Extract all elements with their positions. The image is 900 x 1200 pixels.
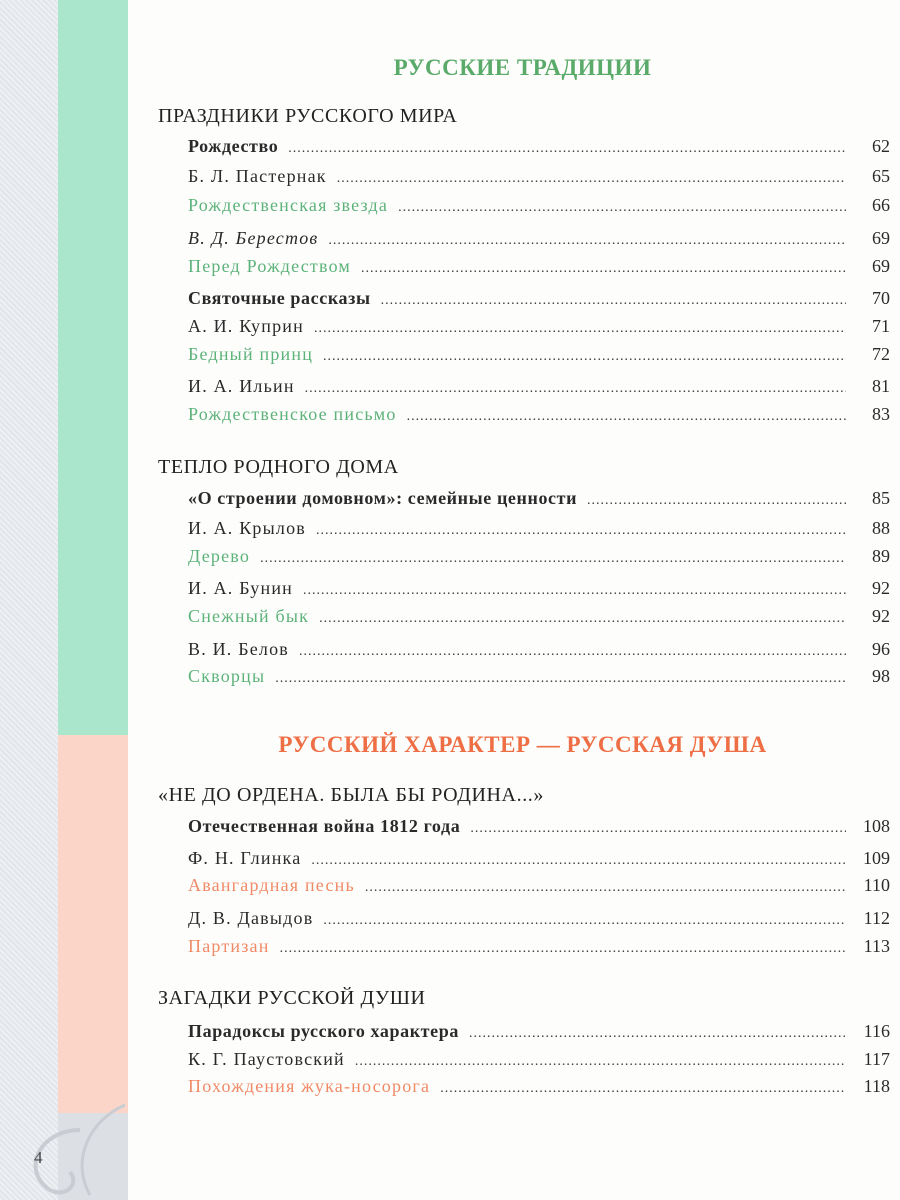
dot-leader	[407, 409, 846, 425]
entry-title: Перед Рождеством	[188, 256, 352, 276]
entry-title: Отечественная война 1812 года	[188, 816, 461, 836]
toc-entry	[188, 488, 890, 512]
entry-page-number: 81	[872, 376, 890, 396]
entry-title: К. Г. Паустовский	[188, 1049, 345, 1069]
toc-entry	[188, 376, 890, 400]
entry-page-number: 71	[872, 316, 890, 336]
entry-page-number: 108	[863, 816, 890, 836]
entry-title: Скворцы	[188, 666, 266, 686]
toc-entry	[188, 606, 890, 630]
dot-leader	[398, 200, 846, 216]
entry-title: Ф. Н. Глинка	[188, 848, 302, 868]
dot-leader	[280, 941, 846, 957]
entry-title: «О строении домовном»: семейные ценности	[188, 488, 578, 508]
toc-entry	[188, 288, 890, 312]
dot-leader	[440, 1081, 846, 1097]
entry-title: В. И. Белов	[188, 639, 290, 659]
group-heading: «НЕ ДО ОРДЕНА. БЫЛА БЫ РОДИНА...»	[158, 784, 545, 806]
entry-page-number: 112	[863, 908, 890, 928]
entry-page-number: 70	[872, 288, 890, 308]
entry-page-number: 62	[872, 136, 890, 156]
entry-title: Парадоксы русского характера	[188, 1021, 459, 1041]
dot-leader	[469, 1026, 846, 1042]
toc-entry	[188, 848, 890, 872]
toc-entry	[188, 228, 890, 252]
dot-leader	[470, 821, 846, 837]
entry-title: Б. Л. Пастернак	[188, 166, 327, 186]
margin-texture	[0, 0, 58, 1200]
entry-page-number: 117	[863, 1049, 890, 1069]
entry-title: Авангардная песнь	[188, 875, 355, 895]
dot-leader	[303, 583, 846, 599]
entry-page-number: 88	[872, 518, 890, 538]
dot-leader	[361, 261, 846, 277]
dot-leader	[311, 853, 846, 869]
entry-page-number: 109	[863, 848, 890, 868]
toc-entry	[188, 639, 890, 663]
toc-entry	[188, 166, 890, 190]
entry-title: А. И. Куприн	[188, 316, 304, 336]
dot-leader	[314, 321, 846, 337]
dot-leader	[323, 913, 846, 929]
entry-title: Святочные рассказы	[188, 288, 371, 308]
entry-page-number: 69	[872, 228, 890, 248]
group-heading: ПРАЗДНИКИ РУССКОГО МИРА	[158, 105, 458, 127]
toc-entry	[188, 908, 890, 932]
swirl-ornament-icon	[10, 1100, 130, 1200]
entry-title: Д. В. Давыдов	[188, 908, 314, 928]
toc-entry	[188, 816, 890, 840]
entry-page-number: 85	[872, 488, 890, 508]
dot-leader	[316, 523, 846, 539]
dot-leader	[323, 349, 846, 365]
dot-leader	[381, 293, 846, 309]
toc-entry	[188, 316, 890, 340]
toc-entry	[188, 404, 890, 428]
entry-page-number: 96	[872, 639, 890, 659]
entry-title: Похождения жука-носорога	[188, 1076, 431, 1096]
entry-title: И. А. Бунин	[188, 578, 293, 598]
entry-page-number: 118	[863, 1076, 890, 1096]
dot-leader	[319, 611, 846, 627]
dot-leader	[305, 381, 846, 397]
dot-leader	[328, 233, 846, 249]
entry-page-number: 110	[863, 875, 890, 895]
entry-title: Снежный бык	[188, 606, 310, 626]
toc-entry	[188, 875, 890, 899]
group-heading: ТЕПЛО РОДНОГО ДОМА	[158, 456, 399, 478]
group-heading: ЗАГАДКИ РУССКОЙ ДУШИ	[158, 987, 426, 1009]
dot-leader	[260, 551, 846, 567]
toc-entry	[188, 936, 890, 960]
toc-entry	[188, 256, 890, 280]
entry-title: Партизан	[188, 936, 270, 956]
section-color-band-green	[58, 0, 128, 735]
entry-page-number: 98	[872, 666, 890, 686]
toc-entry	[188, 195, 890, 219]
entry-page-number: 83	[872, 404, 890, 424]
entry-title: Рождественская звезда	[188, 195, 389, 215]
dot-leader	[299, 644, 846, 660]
entry-page-number: 92	[872, 606, 890, 626]
entry-page-number: 69	[872, 256, 890, 276]
dot-leader	[365, 880, 846, 896]
page-number: 4	[34, 1148, 43, 1167]
entry-page-number: 72	[872, 344, 890, 364]
dot-leader	[275, 671, 846, 687]
toc-entry	[188, 1049, 890, 1073]
entry-title: Рождественское письмо	[188, 404, 397, 424]
entry-title: И. А. Крылов	[188, 518, 306, 538]
entry-title: И. А. Ильин	[188, 376, 295, 396]
section-title: РУССКИЕ ТРАДИЦИИ	[393, 55, 652, 80]
entry-title: Бедный принц	[188, 344, 314, 364]
toc-entry	[188, 578, 890, 602]
section-title: РУССКИЙ ХАРАКТЕР — РУССКАЯ ДУША	[278, 732, 767, 757]
entry-page-number: 66	[872, 195, 890, 215]
entry-page-number: 89	[872, 546, 890, 566]
dot-leader	[587, 493, 846, 509]
toc-entry	[188, 518, 890, 542]
toc-entry	[188, 344, 890, 368]
dot-leader	[288, 141, 846, 157]
entry-page-number: 92	[872, 578, 890, 598]
entry-title: Дерево	[188, 546, 251, 566]
dot-leader	[355, 1054, 846, 1070]
entry-title: В. Д. Берестов	[188, 228, 319, 248]
entry-page-number: 116	[863, 1021, 890, 1041]
entry-page-number: 65	[872, 166, 890, 186]
dot-leader	[337, 171, 846, 187]
toc-entry	[188, 1076, 890, 1100]
entry-title: Рождество	[188, 136, 279, 156]
toc-entry	[188, 1021, 890, 1045]
entry-page-number: 113	[863, 936, 890, 956]
toc-entry	[188, 666, 890, 690]
section-color-band-pink	[58, 735, 128, 1113]
toc-entry	[188, 546, 890, 570]
toc-entry	[188, 136, 890, 160]
